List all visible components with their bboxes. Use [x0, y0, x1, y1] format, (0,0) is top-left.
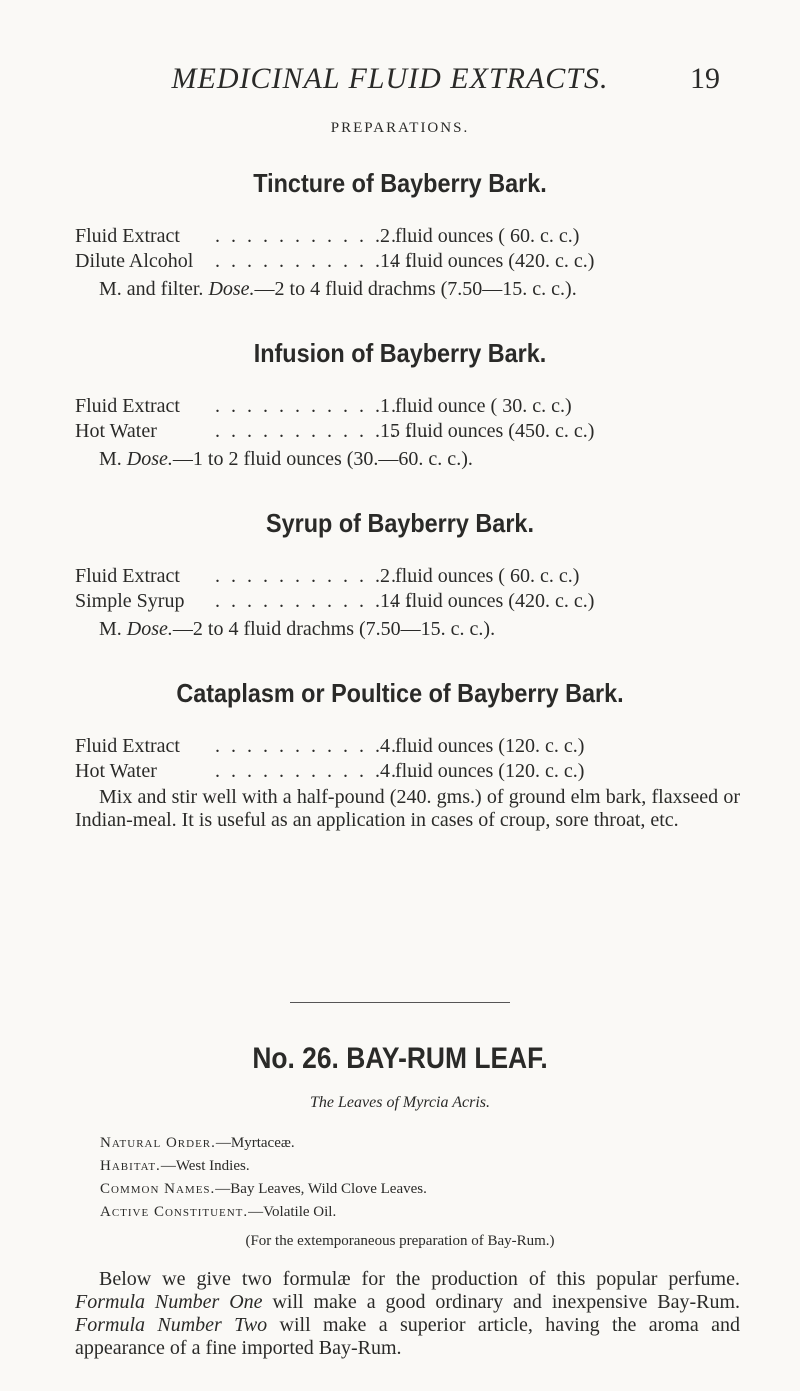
- meta-value: —Bay Leaves, Wild Clove Leaves.: [215, 1181, 427, 1197]
- item-title: No. 26. BAY-RUM LEAF.: [252, 1042, 548, 1075]
- leader-dots: . . . . . . . . . . . . .: [215, 225, 415, 247]
- meta-habitat: [100, 1158, 250, 1175]
- bay-rum-paragraph: [75, 1268, 740, 1360]
- ingredient-quantity: 14 fluid ounces (420. c. c.): [380, 250, 595, 272]
- ingredient-name: Fluid Extract: [75, 225, 180, 247]
- ingredient-quantity: 14 fluid ounces (420. c. c.): [380, 590, 595, 612]
- recipe-title-infusion: Infusion of Bayberry Bark.: [253, 338, 547, 368]
- dose-text: —2 to 4 fluid drachms (7.50—15. c. c.).: [254, 278, 577, 300]
- item-subtitle: The Leaves of Myrcia Acris.: [310, 1094, 490, 1111]
- leader-dots: . . . . . . . . . . . . .: [215, 395, 415, 417]
- direction-prefix: M.: [99, 448, 122, 470]
- dose-direction: [99, 618, 739, 641]
- dose-text: —2 to 4 fluid drachms (7.50—15. c. c.).: [172, 618, 496, 640]
- meta-value: —Myrtaceæ.: [215, 1135, 295, 1151]
- ingredient-row: [75, 760, 735, 788]
- direction-prefix: M.: [99, 618, 122, 640]
- formula-one-label: Formula Number One: [75, 1291, 263, 1313]
- direction-prefix: M. and filter.: [99, 278, 204, 300]
- leader-dots: . . . . . . . . . . . . . .: [215, 420, 431, 442]
- ingredient-quantity: 15 fluid ounces (450. c. c.): [380, 420, 595, 442]
- leader-dots: . . . . . . . . . . . . .: [215, 250, 415, 272]
- leader-dots: . . . . . . . . . . . . . .: [215, 760, 431, 782]
- section-divider: [290, 1002, 510, 1003]
- meta-value: —Volatile Oil.: [248, 1204, 337, 1220]
- ingredient-quantity: 4 fluid ounces (120. c. c.): [380, 735, 585, 757]
- meta-natural-order: [100, 1135, 295, 1152]
- ingredient-row: [75, 395, 735, 423]
- recipe-title-syrup: Syrup of Bayberry Bark.: [266, 508, 534, 538]
- ingredient-name: Fluid Extract: [75, 565, 180, 587]
- dose-label: Dose.: [126, 618, 173, 640]
- body-part-1: Below we give two formulæ for the production of this popular perfume.: [99, 1268, 740, 1290]
- leader-dots: . . . . . . . . . . . . .: [215, 565, 415, 587]
- meta-value: —West Indies.: [160, 1158, 250, 1174]
- ingredient-name: Fluid Extract: [75, 735, 180, 757]
- formula-two-label: Formula Number Two: [75, 1314, 268, 1336]
- ingredient-name: Simple Syrup: [75, 590, 185, 612]
- running-title: MEDICINAL FLUID EXTRACTS.: [171, 62, 609, 95]
- dose-label: Dose.: [126, 448, 173, 470]
- ingredient-name: Dilute Alcohol: [75, 250, 194, 272]
- ingredient-quantity: 4 fluid ounces (120. c. c.): [380, 760, 585, 782]
- body-part-2: will make a good ordinary and inexpensive Bay-Rum.: [272, 1291, 741, 1313]
- cataplasm-paragraph: Mix and stir well with a half-pound (240. gms.) of ground elm bark, flaxseed or Indian-meal. It is useful as an application in cases of croup, sore throat, etc.: [75, 786, 740, 831]
- ingredient-row: [75, 250, 735, 278]
- recipe-title-tincture: Tincture of Bayberry Bark.: [253, 168, 547, 198]
- meta-active-constituent: [100, 1204, 336, 1221]
- meta-key: Active Constituent.: [100, 1204, 249, 1220]
- ingredient-name: Hot Water: [75, 420, 157, 442]
- leader-dots: . . . . . . . . . . . . .: [215, 590, 415, 612]
- meta-key: Habitat.: [100, 1158, 161, 1174]
- meta-common-names: [100, 1181, 427, 1198]
- leader-dots: . . . . . . . . . . . . .: [215, 735, 415, 757]
- meta-key: Common Names.: [100, 1181, 216, 1197]
- dose-text: —1 to 2 fluid ounces (30.—60. c. c.).: [172, 448, 473, 470]
- dose-direction: [99, 278, 739, 301]
- ingredient-row: [75, 565, 735, 593]
- ingredient-name: Fluid Extract: [75, 395, 180, 417]
- running-head: [60, 62, 720, 102]
- ingredient-row: [75, 735, 735, 763]
- page-number: 19: [690, 62, 720, 95]
- preparation-note: (For the extemporaneous preparation of Bay-Rum.): [245, 1233, 555, 1249]
- dose-label: Dose.: [208, 278, 255, 300]
- ingredient-row: [75, 225, 735, 253]
- meta-key: Natural Order.: [100, 1135, 216, 1151]
- section-label: PREPARATIONS.: [330, 120, 470, 136]
- body-part-3: will make a superior article, having the aroma and appearance of a fine imported Bay-Rum.: [75, 1314, 741, 1359]
- ingredient-quantity: 2 fluid ounces ( 60. c. c.): [380, 565, 580, 587]
- ingredient-row: [75, 420, 735, 448]
- ingredient-quantity: 2 fluid ounces ( 60. c. c.): [380, 225, 580, 247]
- ingredient-row: [75, 590, 735, 618]
- dose-direction: [99, 448, 739, 471]
- ingredient-name: Hot Water: [75, 760, 157, 782]
- recipe-title-cataplasm: Cataplasm or Poultice of Bayberry Bark.: [176, 678, 624, 708]
- ingredient-quantity: 1 fluid ounce ( 30. c. c.): [380, 395, 572, 417]
